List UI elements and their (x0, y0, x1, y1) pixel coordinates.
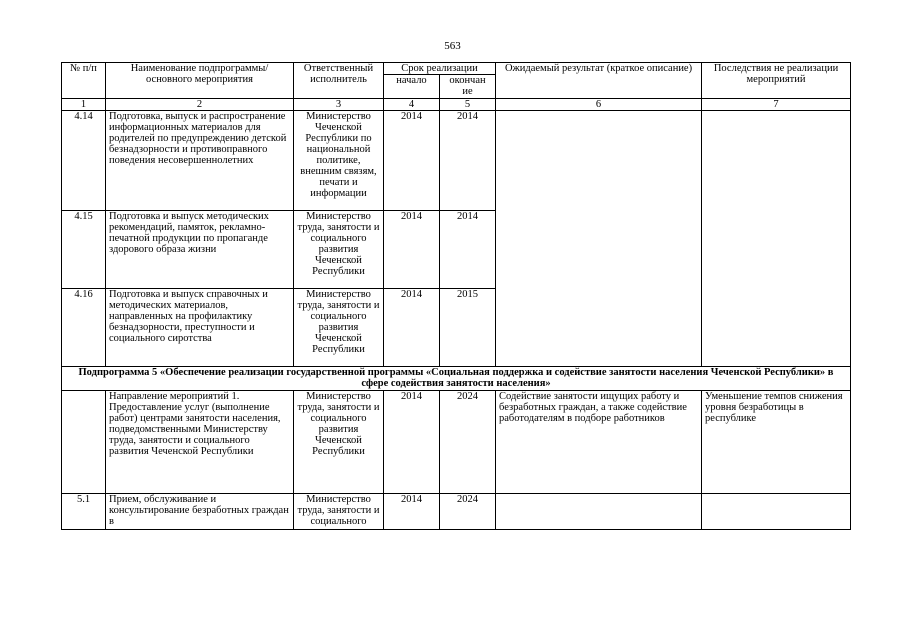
row-num: 4.15 (62, 211, 106, 289)
header-result: Ожидаемый результат (краткое описание) (496, 63, 702, 99)
column-number: 7 (702, 99, 851, 111)
row-consequences (702, 111, 851, 367)
column-number: 2 (106, 99, 294, 111)
column-number: 4 (384, 99, 440, 111)
row-start: 2014 (384, 289, 440, 367)
subprogram-row (62, 367, 851, 391)
row-result (496, 494, 702, 530)
column-number: 1 (62, 99, 106, 111)
row-name: Подготовка и выпуск справочных и методических материалов, направленных на профилактику безнадзорности, преступности и социального сиротства (106, 289, 294, 367)
row-consequences: Уменьшение темпов снижения уровня безработицы в республике (702, 391, 851, 494)
column-number: 5 (440, 99, 496, 111)
row-num: 5.1 (62, 494, 106, 530)
header-start: начало (384, 75, 440, 99)
row-start: 2014 (384, 391, 440, 494)
row-num: 4.14 (62, 111, 106, 211)
header-executor: Ответственный исполнитель (294, 63, 384, 99)
row-consequences (702, 494, 851, 530)
row-name: Направление мероприятий 1. Предоставление услуг (выполнение работ) центрами занятости населения, подведомственными Министерству труда, занятости и социального развития Чеченской Республики (106, 391, 294, 494)
row-executor: Министерство труда, занятости и социального развития Чеченской Республики (294, 391, 384, 494)
row-executor: Министерство труда, занятости и социального развития Чеченской Республики (294, 211, 384, 289)
row-end: 2014 (440, 111, 496, 211)
row-name: Подготовка, выпуск и распространение информационных материалов для родителей по предупреждению детской безнадзорности и противоправного поведения несовершеннолетних (106, 111, 294, 211)
row-end: 2014 (440, 211, 496, 289)
column-number-row (62, 99, 851, 111)
header-num: № п/п (62, 63, 106, 99)
row-start: 2014 (384, 494, 440, 530)
header-end: окончан ие (440, 75, 496, 99)
row-num (62, 391, 106, 494)
row-end: 2024 (440, 391, 496, 494)
row-name: Прием, обслуживание и консультирование безработных граждан в (106, 494, 294, 530)
row-result: Содействие занятости ищущих работу и безработных граждан, а также содействие работодателям в подборе работников (496, 391, 702, 494)
row-end: 2015 (440, 289, 496, 367)
header-period: Срок реализации (384, 63, 496, 75)
header-name: Наименование подпрограммы/ основного мероприятия (106, 63, 294, 99)
row-end: 2024 (440, 494, 496, 530)
header-consequences: Последствия не реализации мероприятий (702, 63, 851, 99)
header-row-1 (62, 63, 851, 75)
column-number: 6 (496, 99, 702, 111)
page-number: 563 (444, 40, 461, 52)
table-row (62, 111, 851, 211)
column-number: 3 (294, 99, 384, 111)
row-start: 2014 (384, 111, 440, 211)
row-executor: Министерство труда, занятости и социального развития Чеченской Республики (294, 289, 384, 367)
row-name: Подготовка и выпуск методических рекомендаций, памяток, рекламно-печатной продукции по пропаганде здорового образа жизни (106, 211, 294, 289)
row-executor: Министерство Чеченской Республики по национальной политике, внешним связям, печати и информации (294, 111, 384, 211)
row-start: 2014 (384, 211, 440, 289)
row-num: 4.16 (62, 289, 106, 367)
table-row (62, 391, 851, 494)
program-table (61, 62, 851, 530)
row-executor: Министерство труда, занятости и социального (294, 494, 384, 530)
subprogram-title: Подпрограмма 5 «Обеспечение реализации государственной программы «Социальная поддержка и содействие занятости населения Чеченской Республики» в сфере содействия занятости населения» (62, 367, 851, 391)
row-result (496, 111, 702, 367)
table-row (62, 494, 851, 530)
